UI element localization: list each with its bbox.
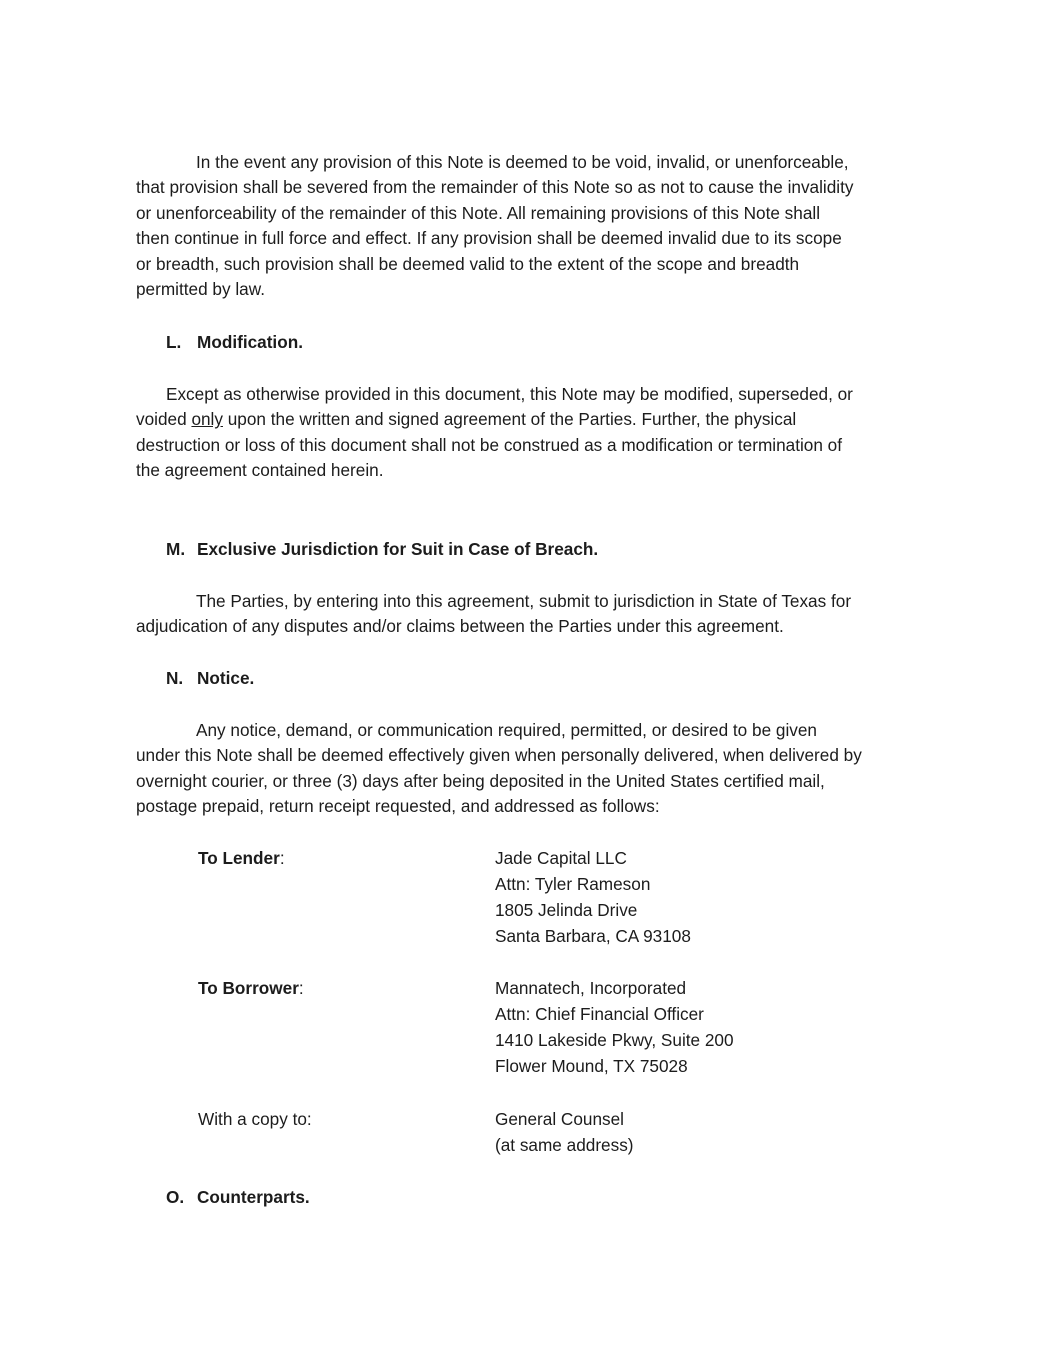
copy-to-label: With a copy to: (198, 1109, 312, 1129)
section-title: Exclusive Jurisdiction for Suit in Case of Breach. (197, 539, 599, 559)
label-text: To Borrower (198, 978, 299, 998)
section-n-heading (166, 666, 254, 690)
address-line: Attn: Tyler Rameson (495, 874, 651, 894)
jurisdiction-paragraph (136, 589, 926, 640)
lender-address (495, 845, 691, 949)
address-line: 1805 Jelinda Drive (495, 900, 638, 920)
paragraph-line: under this Note shall be deemed effectively given when personally delivered, when delivered by (136, 745, 862, 766)
severability-paragraph (136, 150, 926, 302)
paragraph-line: postage prepaid, return receipt requested, and addressed as follows: (136, 796, 660, 817)
address-line: Mannatech, Incorporated (495, 978, 687, 998)
text-run: voided (136, 409, 192, 430)
borrower-label (198, 975, 304, 1001)
address-line: 1410 Lakeside Pkwy, Suite 200 (495, 1030, 734, 1050)
paragraph-line: or unenforceability of the remainder of this Note. All remaining provisions of this Note shall (136, 202, 821, 223)
section-title: Modification. (197, 332, 303, 352)
address-line: (at same address) (495, 1135, 634, 1155)
label-colon: : (298, 978, 304, 998)
underlined-word: only (191, 409, 223, 430)
section-title: Counterparts. (197, 1187, 310, 1207)
text-run: upon the written and signed agreement of the Parties. Further, the physical (222, 409, 797, 430)
section-letter: M. (166, 539, 186, 559)
paragraph-line: In the event any provision of this Note is deemed to be void, invalid, or unenforceable, (196, 152, 849, 172)
paragraph-line: Any notice, demand, or communication required, permitted, or desired to be given (196, 720, 817, 740)
paragraph-line: permitted by law. (136, 279, 265, 300)
paragraph-line: Except as otherwise provided in this document, this Note may be modified, superseded, or (166, 384, 853, 404)
section-letter: N. (166, 668, 184, 688)
paragraph-line: the agreement contained herein. (136, 460, 384, 481)
section-letter: L. (166, 332, 182, 352)
paragraph-line: adjudication of any disputes and/or claims between the Parties under this agreement. (136, 616, 784, 637)
paragraph-line: The Parties, by entering into this agreement, submit to jurisdiction in State of Texas for (196, 591, 852, 611)
notice-paragraph (136, 718, 926, 820)
paragraph-line: then continue in full force and effect. If any provision shall be deemed invalid due to its scope (136, 228, 842, 249)
section-o-heading (166, 1185, 310, 1209)
address-line: Jade Capital LLC (495, 848, 627, 868)
paragraph-line: overnight courier, or three (3) days after being deposited in the United States certified mail, (136, 770, 825, 791)
paragraph-line (136, 407, 926, 432)
section-title: Notice. (197, 668, 255, 688)
address-line: General Counsel (495, 1109, 624, 1129)
label-text: To Lender (198, 848, 280, 868)
label-colon: : (279, 848, 285, 868)
modification-paragraph (136, 382, 926, 484)
section-l-heading (166, 330, 303, 354)
section-m-heading (166, 537, 598, 561)
paragraph-line: or breadth, such provision shall be deemed valid to the extent of the scope and breadth (136, 253, 800, 274)
copy-to-address (495, 1106, 634, 1158)
address-line: Attn: Chief Financial Officer (495, 1004, 704, 1024)
borrower-address (495, 975, 734, 1079)
lender-label (198, 845, 285, 871)
address-line: Flower Mound, TX 75028 (495, 1056, 688, 1076)
section-letter: O. (166, 1187, 185, 1207)
paragraph-line: that provision shall be severed from the remainder of this Note so as not to cause the invalidity (136, 177, 854, 198)
address-line: Santa Barbara, CA 93108 (495, 926, 691, 946)
paragraph-line: destruction or loss of this document shall not be construed as a modification or termination of (136, 434, 843, 455)
